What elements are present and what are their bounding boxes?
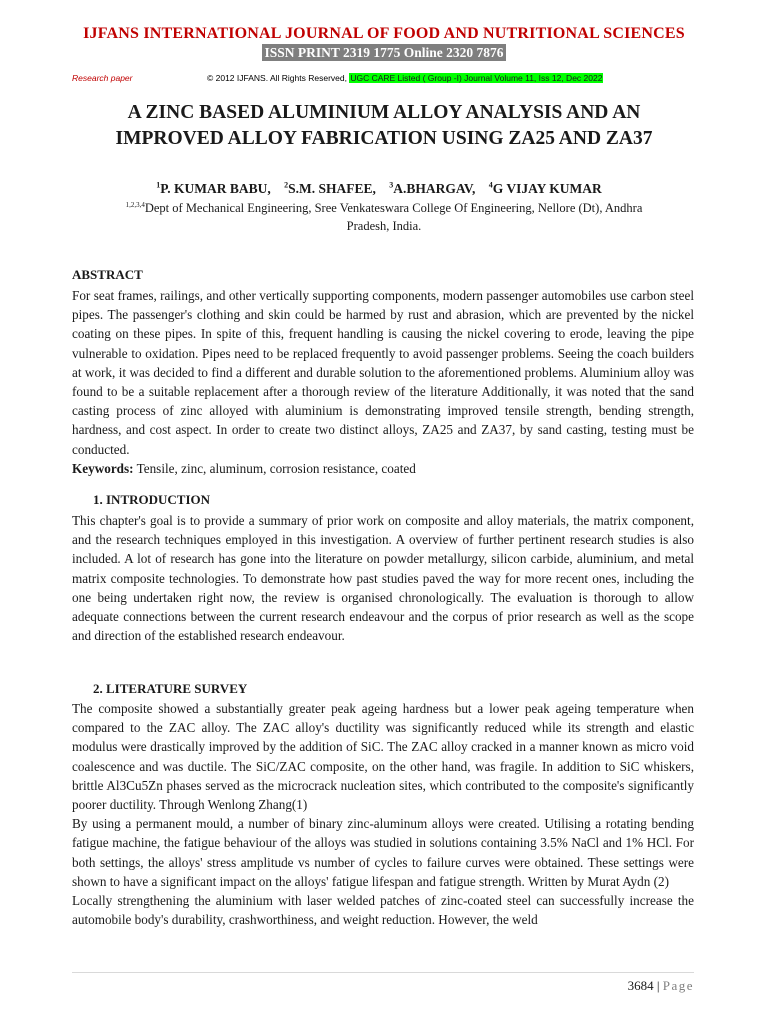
author-name: G VIJAY KUMAR xyxy=(492,180,602,196)
title-line-1: A ZINC BASED ALUMINIUM ALLOY ANALYSIS AND AN xyxy=(127,102,641,123)
author-sup: 1 xyxy=(156,180,161,189)
copyright-line xyxy=(207,73,603,83)
literature-body xyxy=(72,699,694,929)
page-separator: | xyxy=(653,978,663,993)
introduction-heading: 1. INTRODUCTION xyxy=(93,492,211,507)
author xyxy=(284,181,376,196)
introduction-body xyxy=(72,511,694,645)
copyright-text: © 2012 IJFANS. All Rights Reserved, xyxy=(207,73,350,83)
affiliation-line-2: Pradesh, India. xyxy=(346,219,422,234)
page-number: 3684 xyxy=(627,978,654,993)
abstract-heading: ABSTRACT xyxy=(72,267,143,282)
keywords-line xyxy=(72,459,694,478)
author-name: A.BHARGAV, xyxy=(393,180,476,196)
literature-heading: 2. LITERATURE SURVEY xyxy=(93,681,248,696)
literature-paragraph-3: Locally strengthening the aluminium with laser welded patches of zinc-coated steel can successfully increase the automobile body's durability, crashworthiness, and weight reduction. However, the weld xyxy=(72,893,694,928)
author xyxy=(389,181,475,196)
issn-text: ISSN PRINT 2319 1775 Online 2320 7876 xyxy=(264,45,504,60)
ugc-highlight: UGC CARE Listed ( Group -I) Journal Volume 11, Iss 12, Dec 2022 xyxy=(350,73,603,83)
page-word: Page xyxy=(662,978,694,993)
affiliation-sup: 1,2,3,4 xyxy=(125,201,145,209)
keywords-label: Keywords: xyxy=(72,460,134,476)
paper-title xyxy=(60,100,708,152)
author-sup: 3 xyxy=(389,180,394,189)
title-line-2: IMPROVED ALLOY FABRICATION USING ZA25 AND ZA37 xyxy=(115,128,653,149)
meta-row xyxy=(72,73,692,87)
issn-bar xyxy=(0,44,768,62)
author xyxy=(489,181,602,196)
abstract-body xyxy=(72,286,694,478)
affiliation xyxy=(80,196,688,235)
literature-paragraph-2: By using a permanent mould, a number of binary zinc-aluminum alloys were created. Utilising a rotating bending fatigue machine, the fatigue behaviour of the alloys was studied in solutions containing 3.5% NaCl and 1% HCl. For both settings, the alloys' stress amplitude vs number of cycles to failure curves were obtained. These settings were shown to have a significant impact on the alloys' fatigue lifespan and fatigue strength. Written by Murat Aydn (2) xyxy=(72,816,694,889)
page-footer xyxy=(560,978,694,994)
author-list xyxy=(0,180,768,197)
author-sup: 2 xyxy=(284,180,289,189)
abstract-text: For seat frames, railings, and other vertically supporting components, modern passenger automobiles use carbon steel pipes. The passenger's clothing and skin could be harmed by rust and abrasion, which are prevented by the nickel coating on these pipes. In spite of this, frequent handling is causing the nickel covering to erode, leaving the pipe vulnerable to oxidation. Pipes need to be replaced frequently to avoid passenger problems. Seeing the coach builders at work, it was decided to find a different and durable solution to the aforementioned problems. Aluminium alloy was found to be a suitable replacement after a thorough review of the literature Additionally, it was noted that the sand casting process of zinc alloyed with aluminium is demonstrating improved tensile strength, bending strength, hardness, and cost aspect. In order to create two distinct alloys, ZA25 and ZA37, by sand casting, testing must be conducted. xyxy=(72,288,694,457)
introduction-text: This chapter's goal is to provide a summary of prior work on composite and alloy materials, the matrix component, and the research techniques employed in this investigation. A overview of further pertinent research studies is also included. A lot of research has gone into the literature on powder metallurgy, silicon carbide, aluminium, and metal matrix composite technologies. To demonstrate how past studies paved the way for more recent ones, including the one being undertaken right now, the review is organised chronologically. The evaluation is thorough to allow adequate connections between the current research endeavour and the corpus of prior research as well as the scope and direction of the established research endeavour. xyxy=(72,513,694,644)
author-name: S.M. SHAFEE, xyxy=(288,180,376,196)
affiliation-line-1: Dept of Mechanical Engineering, Sree Venkateswara College Of Engineering, Nellore (Dt), Andhra xyxy=(144,201,643,216)
journal-name: IJFANS INTERNATIONAL JOURNAL OF FOOD AND NUTRITIONAL SCIENCES xyxy=(83,25,685,42)
footer-divider xyxy=(72,972,694,973)
author xyxy=(156,181,271,196)
literature-paragraph-1: The composite showed a substantially greater peak ageing hardness but a lower peak ageing temperature when compared to the ZAC alloy. The ZAC alloy's ductility was significantly reduced while its strength and elastic modulus were drastically improved by the addition of SiC. The ZAC alloy cracked in a manner known as micro void coalescence and was ductile. The SiC/ZAC composite, on the other hand, was fragile. In addition to SiC whiskers, brittle Al3Cu5Zn phases served as the microcrack nucleation sites, which contributed to the composite's significantly poorer ductility. Through Wenlong Zhang(1) xyxy=(72,701,694,813)
research-paper-label: Research paper xyxy=(72,73,133,83)
keywords-text: Tensile, zinc, aluminum, corrosion resistance, coated xyxy=(133,460,416,476)
author-sup: 4 xyxy=(488,180,493,189)
author-name: P. KUMAR BABU, xyxy=(160,180,271,196)
